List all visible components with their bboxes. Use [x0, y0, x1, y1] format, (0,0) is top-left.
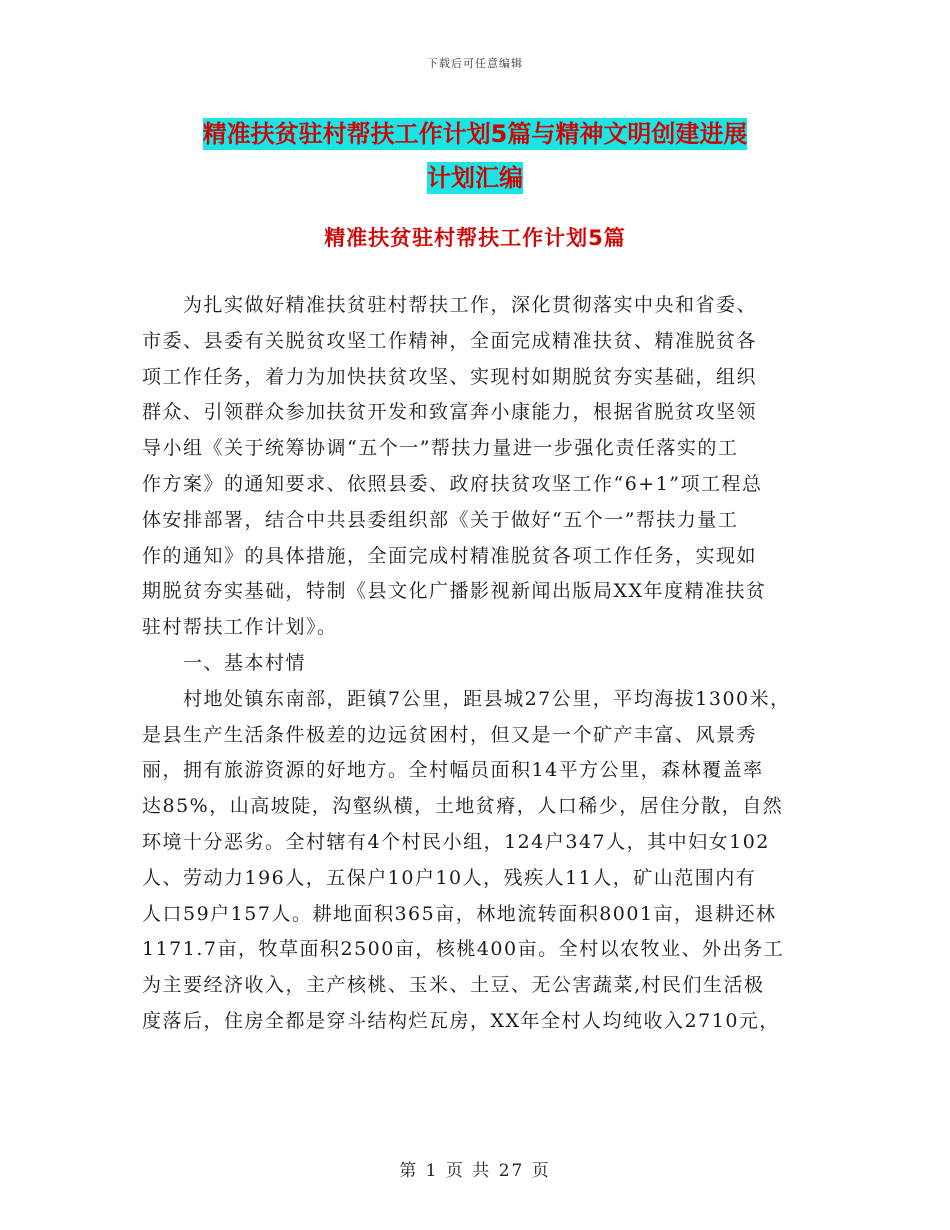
body-line: 作的通知》的具体措施，全面完成村精准脱贫各项工作任务，实现如: [142, 544, 758, 567]
body-line: 群众、引领群众参加扶贫开发和致富奔小康能力，根据省脱贫攻坚领: [142, 401, 758, 424]
body-line: 导小组《关于统筹协调“五个一”帮扶力量进一步强化责任落实的工: [142, 437, 739, 460]
body-text: [142, 288, 842, 1040]
body-line: 度落后，住房全都是穿斗结构烂瓦房，XX年全村人均纯收入2710元，: [142, 1009, 780, 1032]
body-line: 一、基本村情: [142, 651, 307, 674]
body-line: 为扎实做好精准扶贫驻村帮扶工作，深化贯彻落实中央和省委、: [142, 294, 758, 316]
body-line: 体安排部署，结合中共县委组织部《关于做好“五个一”帮扶力量工: [142, 508, 739, 531]
body-line: 人、劳动力196人，五保户10户10人，残疾人11人，矿山范围内有: [142, 866, 757, 889]
body-line: 达85%，山高坡陡，沟壑纵横，土地贫瘠，人口稀少，居住分散，自然: [142, 795, 784, 818]
body-line: 期脱贫夯实基础，特制《县文化广播影视新闻出版局XX年度精准扶贫: [142, 580, 767, 603]
body-line: 丽，拥有旅游资源的好地方。全村幅员面积14平方公里，森林覆盖率: [142, 759, 764, 782]
body-line: 1171.7亩，牧草面积2500亩，核桃400亩。全村以农牧业、外出务工: [142, 938, 785, 961]
body-line: 市委、县委有关脱贫攻坚工作精神，全面完成精准扶贫、精准脱贫各: [142, 329, 758, 352]
header-note: 下载后可任意编辑: [427, 57, 523, 70]
body-line: 为主要经济收入，主产核桃、玉米、土豆、无公害蔬菜,村民们生活极: [142, 974, 765, 997]
page-footer: 第 1 页 共 27 页: [399, 1161, 551, 1181]
body-line: 村地处镇东南部，距镇7公里，距县城27公里，平均海拔1300米，: [142, 687, 791, 710]
document-title: [140, 112, 810, 200]
body-line: 人口59户157人。耕地面积365亩，林地流转面积8001亩，退耕还林: [142, 902, 777, 925]
body-line: 驻村帮扶工作计划》。: [142, 616, 338, 639]
body-line: 作方案》的通知要求、依照县委、政府扶贫攻坚工作“6+1”项工程总: [142, 472, 763, 495]
body-line: 项工作任务，着力为加快扶贫攻坚、实现村如期脱贫夯实基础，组织: [142, 365, 758, 388]
section-title: 精准扶贫驻村帮扶工作计划5篇: [324, 226, 626, 250]
document-title-line-2: 计划汇编: [427, 164, 523, 192]
document-title-line-1: 精准扶贫驻村帮扶工作计划5篇与精神文明创建进展: [202, 120, 748, 148]
body-line: 是县生产生活条件极差的边远贫困村，但又是一个矿产丰富、风景秀: [142, 723, 758, 746]
body-line: 环境十分恶劣。全村辖有4个村民小组，124户347人，其中妇女102: [142, 830, 770, 853]
